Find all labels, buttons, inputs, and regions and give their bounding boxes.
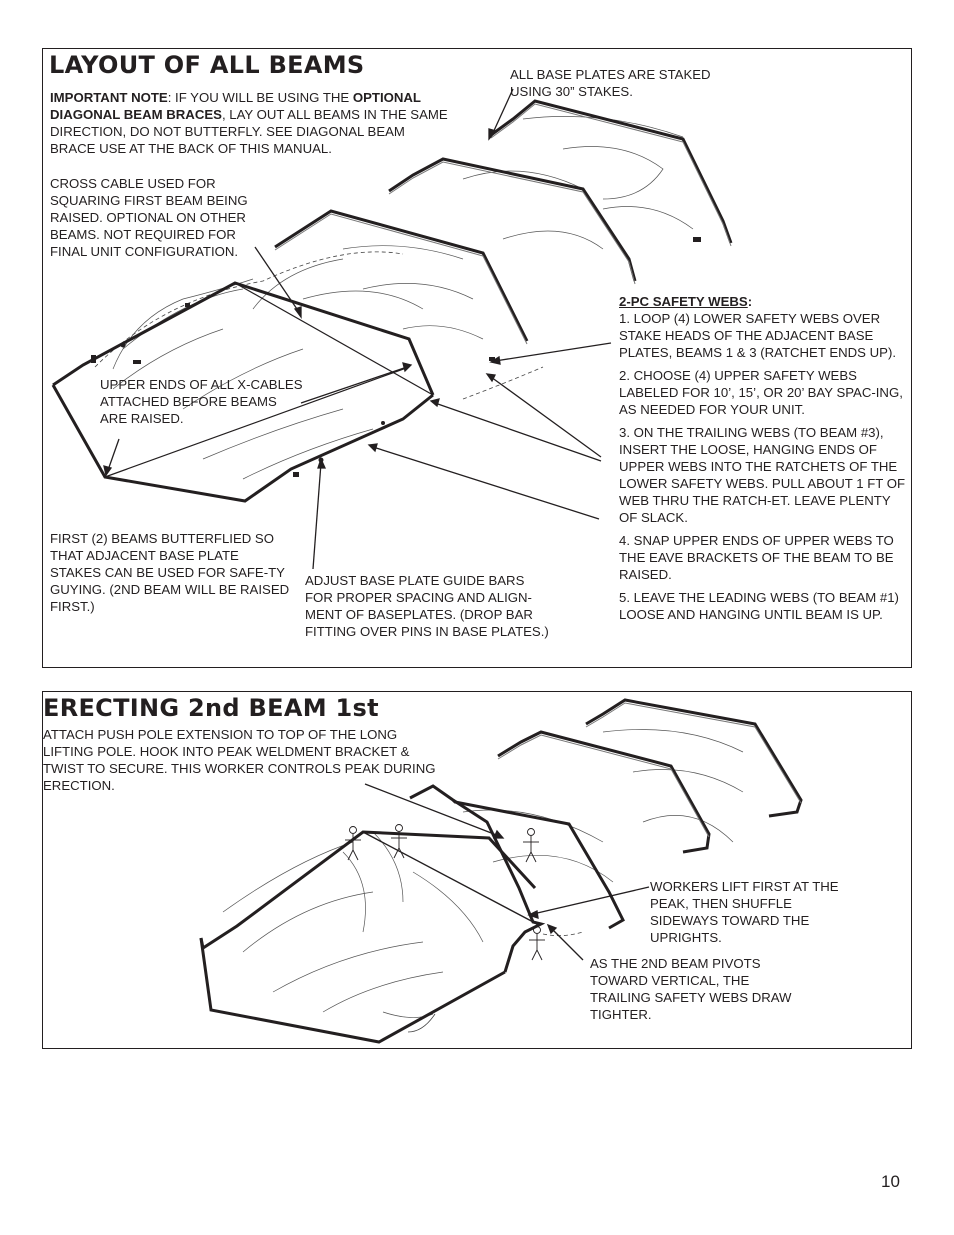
safety-webs-step-4: 4. SNAP UPPER ENDS OF UPPER WEBS TO THE EAVE BRACKETS OF THE BEAM TO BE RAISED. (619, 533, 894, 582)
safety-webs-step-3: 3. ON THE TRAILING WEBS (TO BEAM #3), INSERT THE LOOSE, HANGING ENDS OF UPPER WEBS INTO THE RATCHETS OF THE LOWER SAFETY WEBS. PULL ABOUT 1 FT OF WEB THRU THE RATCH-ET. LEAVE PLENTY OF SLACK. (619, 425, 906, 525)
page-number: 10 (881, 1172, 900, 1191)
cross-cable-callout: CROSS CABLE USED FOR SQUARING FIRST BEAM BEING RAISED. OPTIONAL ON OTHER BEAMS. NOT REQUIRED FOR FINAL UNIT CONFIGURATION. (50, 176, 248, 259)
safety-webs-instructions (619, 293, 909, 623)
safety-webs-heading (619, 293, 909, 310)
first-beams-callout: FIRST (2) BEAMS BUTTERFLIED SO THAT ADJACENT BASE PLATE STAKES CAN BE USED FOR SAFE-TY GUYING. (2ND BEAM WILL BE RAISED FIRST.) (50, 531, 290, 614)
erecting-panel (42, 691, 912, 1049)
safety-webs-step-2: 2. CHOOSE (4) UPPER SAFETY WEBS LABELED FOR 10’, 15’, OR 20’ BAY SPAC-ING, AS NEEDED FOR YOUR UNIT. (619, 368, 903, 417)
important-note-bold: OPTIONAL DIAGONAL BEAM BRACES (50, 90, 421, 122)
safety-webs-step-5: 5. LEAVE THE LEADING WEBS (TO BEAM #1) LOOSE AND HANGING UNTIL BEAM IS UP. (619, 590, 899, 622)
workers-lift-callout: WORKERS LIFT FIRST AT THE PEAK, THEN SHUFFLE SIDEWAYS TOWARD THE UPRIGHTS. (650, 879, 839, 945)
section-title-erecting: ERECTING 2nd BEAM 1st (43, 694, 379, 722)
upper-ends-callout: UPPER ENDS OF ALL X-CABLES ATTACHED BEFORE BEAMS ARE RAISED. (100, 377, 303, 426)
safety-webs-step-1: 1. LOOP (4) LOWER SAFETY WEBS OVER STAKE HEADS OF THE ADJACENT BASE PLATES, BEAMS 1 & 3 (RATCHET ENDS UP). (619, 311, 896, 360)
section-title-layout: LAYOUT OF ALL BEAMS (49, 51, 365, 79)
important-note-text-1: : IF YOU WILL BE USING THE (167, 90, 353, 105)
important-note (50, 89, 450, 157)
safety-webs-heading-text: 2-PC SAFETY WEBS (619, 294, 748, 309)
safety-webs-colon: : (747, 294, 753, 309)
base-plates-staked-callout: ALL BASE PLATES ARE STAKED USING 30” STAKES. (510, 67, 711, 99)
beam-pivots-callout: AS THE 2ND BEAM PIVOTS TOWARD VERTICAL, THE TRAILING SAFETY WEBS DRAW TIGHTER. (590, 956, 792, 1022)
push-pole-callout: ATTACH PUSH POLE EXTENSION TO TOP OF THE LONG LIFTING POLE. HOOK INTO PEAK WELDMENT BRACKET & TWIST TO SECURE. THIS WORKER CONTROLS PEAK DURING ERECTION. (43, 727, 436, 793)
adjust-base-plate-callout: ADJUST BASE PLATE GUIDE BARS FOR PROPER SPACING AND ALIGN-MENT OF BASEPLATES. (DROP BAR FITTING OVER PINS IN BASE PLATES.) (305, 573, 549, 639)
layout-panel (42, 48, 912, 668)
important-note-label: IMPORTANT NOTE (50, 90, 168, 105)
important-note-text-2: , LAY OUT ALL BEAMS IN THE SAME DIRECTION, DO NOT BUTTERFLY. SEE DIAGONAL BEAM BRACE USE AT THE BACK OF THIS MANUAL. (50, 107, 448, 156)
